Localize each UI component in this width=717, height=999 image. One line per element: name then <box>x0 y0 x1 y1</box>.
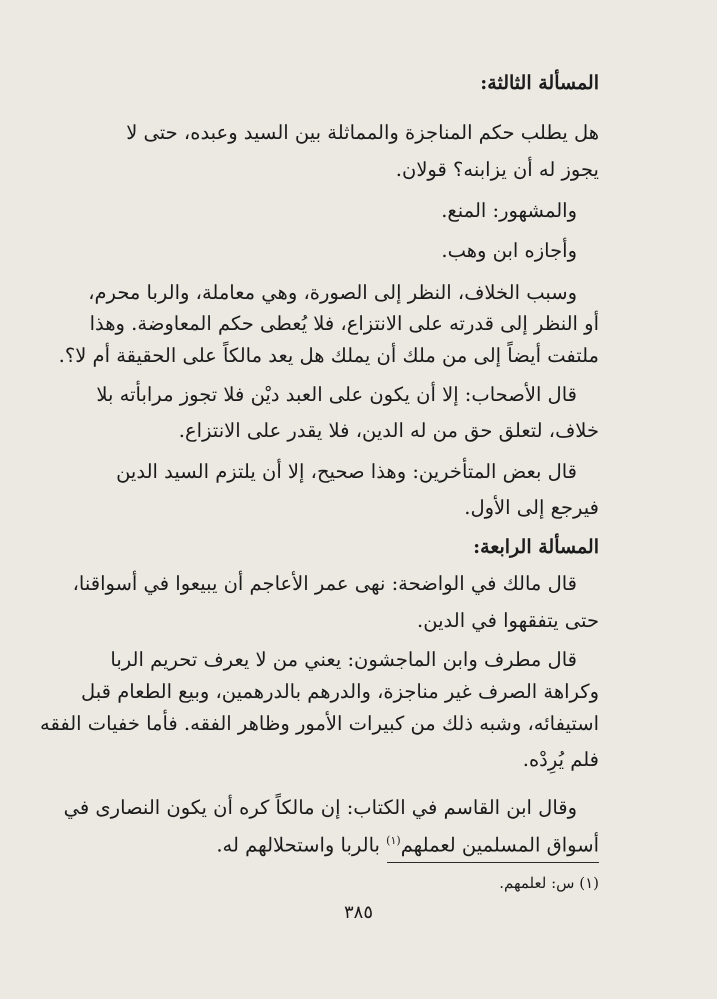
text-line: قال بعض المتأخرين: وهذا صحيح، إلا أن يلتزم السيد الدين <box>116 460 577 483</box>
text-line: فيرجع إلى الأول. <box>464 496 599 519</box>
page-number: ٣٨٥ <box>343 902 373 923</box>
text-line-part: بالربا واستحلالهم له. <box>216 833 380 857</box>
text-line: يجوز له أن يزابنه؟ قولان. <box>395 158 599 181</box>
footnote-marker: (١) <box>386 834 401 847</box>
text-line: حتى يتفقهوا في الدين. <box>417 609 599 632</box>
text-line: استيفائه، وشبه ذلك من كبيرات الأمور وظاهر الفقه. فأما خفيات الفقه <box>40 712 599 735</box>
footnote: (١) س: لعلمهم. <box>499 874 599 892</box>
text-line: قال مالك في الواضحة: نهى عمر الأعاجم أن يبيعوا في أسواقنا، <box>72 572 577 595</box>
text-line: قال مطرف وابن الماجشون: يعني من لا يعرف تحريم الربا <box>110 648 577 671</box>
footnote-divider <box>387 862 599 863</box>
text-line: وأجازه ابن وهب. <box>441 239 577 262</box>
text-line: هل يطلب حكم المناجزة والمماثلة بين السيد وعبده، حتى لا <box>126 121 599 144</box>
text-line: أو النظر إلى قدرته على الانتزاع، فلا يُعطى حكم المعاوضة. وهذا <box>89 312 599 335</box>
text-line: قال الأصحاب: إلا أن يكون على العبد ديْن فلا تجوز مرابأته بلا <box>96 383 577 406</box>
section-heading-4: المسألة الرابعة: <box>473 536 599 558</box>
text-line <box>216 826 599 861</box>
text-line: خلاف، لتعلق حق من له الدين، فلا يقدر على الانتزاع. <box>178 419 599 442</box>
text-line: والمشهور: المنع. <box>441 199 577 222</box>
text-line: فلم يُرِدْه. <box>522 748 599 771</box>
text-line: وسبب الخلاف، النظر إلى الصورة، وهي معاملة، والربا محرم، <box>88 281 577 304</box>
text-line: ملتفت أيضاً إلى من ملك أن يملك هل يعد مالكاً على الحقيقة أم لا؟. <box>58 344 599 367</box>
section-heading-3: المسألة الثالثة: <box>480 72 599 94</box>
text-line: وقال ابن القاسم في الكتاب: إن مالكاً كره أن يكون النصارى في <box>63 796 577 819</box>
text-line: وكراهة الصرف غير مناجزة، والدرهم بالدرهمين، وبيع الطعام قبل <box>81 680 599 703</box>
text-line-part: أسواق المسلمين لعملهم <box>400 833 599 857</box>
